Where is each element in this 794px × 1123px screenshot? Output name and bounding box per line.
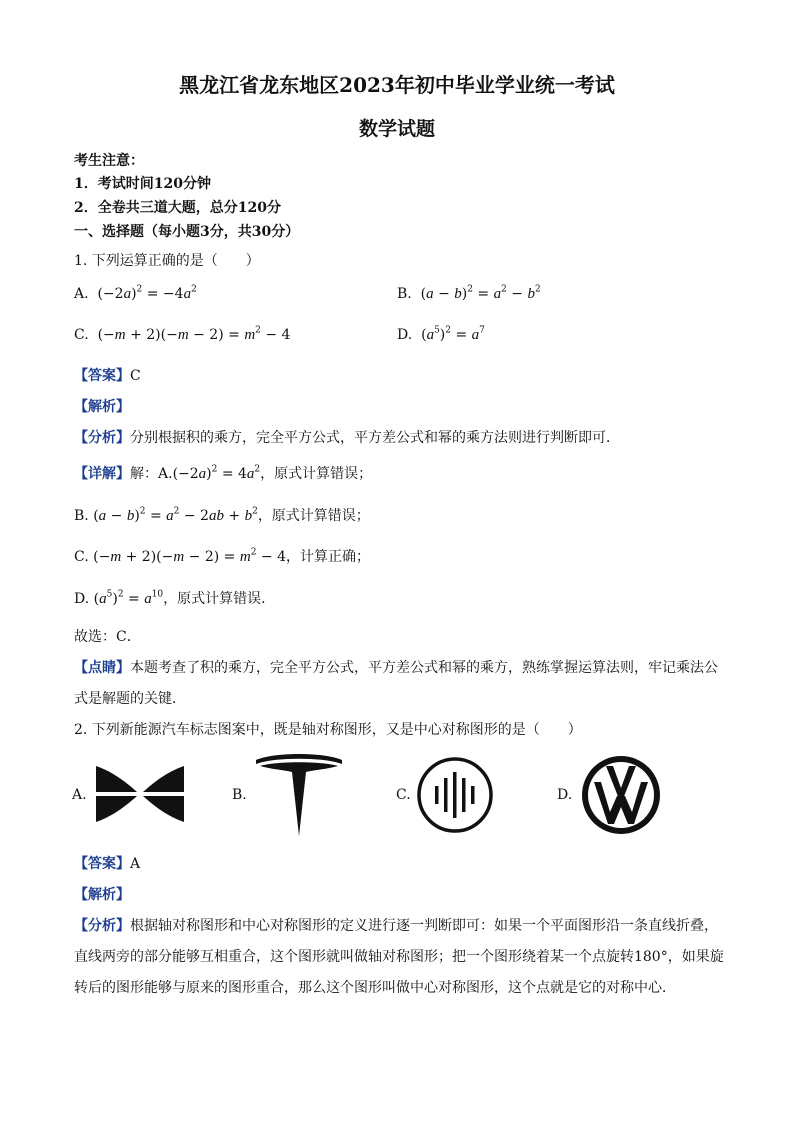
t-shape-logo-icon [254,750,344,838]
notice-item-1: 1．考试时间120分钟 [74,176,211,192]
q2-analysis-tag [74,884,130,904]
q1-option-d [397,327,485,344]
detail-wrong: ，原式计算错误； [260,466,373,482]
detail-label: B. [74,508,89,524]
detail-wrong: ，原式计算错误； [257,508,370,524]
fenxi-tag: 【分析】 [74,918,130,934]
detail-right: ，计算正确； [285,549,370,565]
analysis-tag: 【解析】 [74,399,130,415]
q1-choose: 故选：C． [74,629,141,645]
q1-detail-d [74,588,275,608]
q1-comment-1 [74,657,718,677]
formula: $(a^5)^2 = a^7$ [416,325,485,343]
formula: $(a - b)^2 = a^2 - 2ab + b^2$ [88,506,258,524]
page-subtitle: 数学试题 [358,118,435,140]
q1-detail-b [74,505,370,525]
x-shape-logo-icon [92,762,188,826]
q2-option-a-label: A. [72,787,87,803]
answer-tag: 【答案】 [74,856,130,872]
q1-detail-c [74,546,370,566]
option-label: C. [74,327,89,343]
q1-analysis-tag [74,396,130,416]
q2-fenxi-3: 转后的图形能够与原来的图形重合，那么这个图形叫做中心对称图形，这个点就是它的对称中心． [74,980,676,996]
q2-stem: 2. 下列新能源汽车标志图案中，既是轴对称图形，又是中心对称图形的是（ ） [74,722,582,738]
option-label: B. [397,286,412,302]
q1-fenxi [74,427,620,447]
q1-comment-2: 式是解题的关键． [74,691,186,707]
q2-fenxi-2: 直线两旁的部分能够互相重合，这个图形就叫做轴对称图形；把一个图形绕着某一个点旋转180°，如果旋 [74,949,724,965]
formula: $(a^5)^2 = a^{10}$ [89,589,164,607]
detail-prefix: 解：A. [130,466,173,482]
notice-heading: 考生注意： [74,153,144,169]
q1-option-a [74,286,197,303]
comment-text: 本题考查了积的乘方，完全平方公式，平方差公式和幂的乘方，熟练掌握运算法则，牢记乘法公 [130,660,718,676]
q2-answer [74,853,140,873]
detail-label: C. [74,549,89,565]
formula: $(a - b)^2 = a^2 - b^2$ [416,284,541,302]
option-label: D. [397,327,413,343]
detail-tag: 【详解】 [74,466,130,482]
notice-item-2: 2．全卷共三道大题，总分120分 [74,200,281,216]
fenxi-text: 根据轴对称图形和中心对称图形的定义进行逐一判断即可：如果一个平面图形沿一条直线折叠， [130,918,718,934]
q2-option-b-label: B. [232,787,247,803]
q2-fenxi-1 [74,915,718,935]
answer-tag: 【答案】 [74,368,130,384]
detail-label: D. [74,591,90,607]
formula: $(-2a)^2 = -4a^2$ [93,284,197,302]
q1-option-b [397,286,541,303]
section-heading: 一、选择题（每小题3分，共30分） [74,224,300,240]
q1-stem: 1. 下列运算正确的是（ ） [74,253,260,269]
q2-option-d-label: D. [557,787,573,803]
q1-answer [74,365,141,385]
q2-option-c-label: C. [396,787,411,803]
fenxi-tag: 【分析】 [74,430,130,446]
analysis-tag: 【解析】 [74,887,130,903]
q1-option-c [74,327,290,344]
formula: $(-2a)^2 = 4a^2$ [172,464,261,482]
answer-value: A [130,856,141,872]
q1-detail-a [74,463,372,483]
circle-bars-logo-icon [416,756,494,834]
vw-logo-icon [580,754,662,836]
page-title: 黑龙江省龙东地区2023年初中毕业学业统一考试 [179,73,615,97]
comment-tag: 【点睛】 [74,660,130,676]
answer-value: C [130,368,141,384]
formula: $(-m + 2)(-m - 2) = m^2 - 4$ [88,547,286,565]
fenxi-text: 分别根据积的乘方，完全平方公式，平方差公式和幂的乘方法则进行判断即可． [130,430,620,446]
formula: $(-m + 2)(-m - 2) = m^2 - 4$ [93,325,291,343]
detail-wrong-end: ，原式计算错误． [163,591,276,607]
option-label: A. [74,286,89,302]
